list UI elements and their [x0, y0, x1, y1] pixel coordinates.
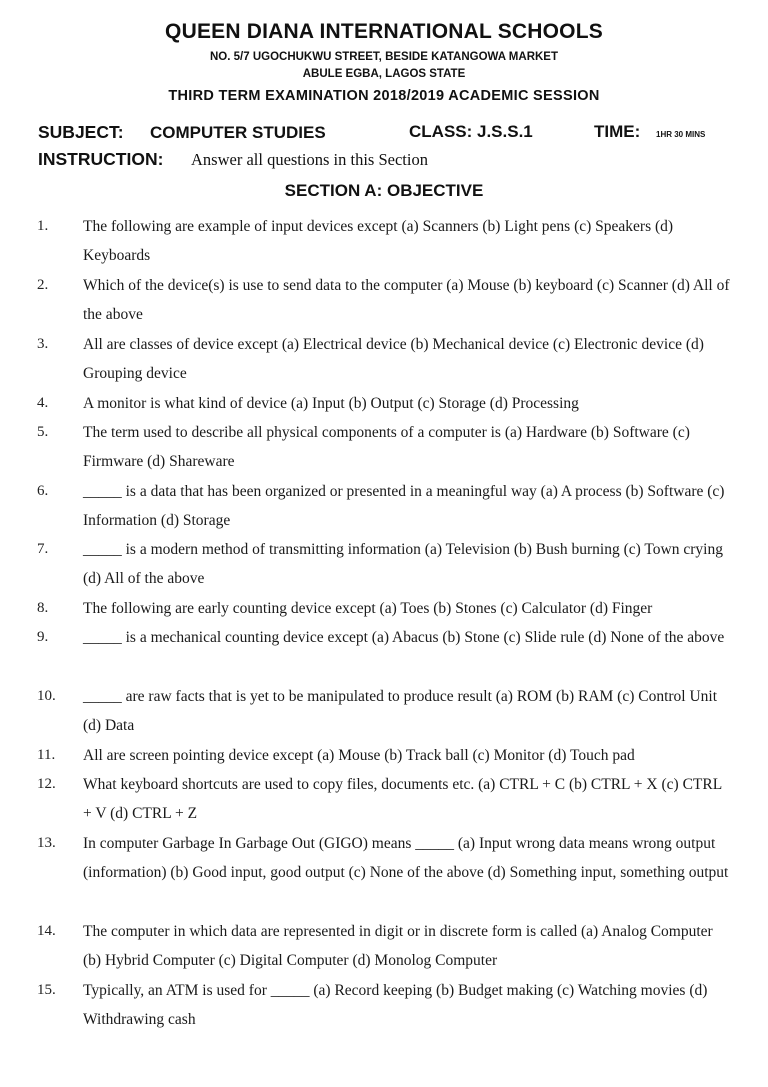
question-text: _____ is a data that has been organized or presented in a meaningful way (a) A process (b) Software (c) Information (d) Storage	[83, 483, 725, 530]
question-text: What keyboard shortcuts are used to copy files, documents etc. (a) CTRL + C (b) CTRL + X (c) CTRL + V (d) CTRL + Z	[83, 776, 722, 823]
question-text: _____ is a mechanical counting device except (a) Abacus (b) Stone (c) Slide rule (d) None of the above	[83, 629, 725, 646]
question-number: 14.	[37, 923, 56, 939]
question-number: 7.	[37, 541, 49, 557]
question-text: The computer in which data are represented in digit or in discrete form is called (a) Analog Computer (b) Hybrid Computer (c) Digital Computer (d) Monolog Computer	[83, 923, 713, 970]
question-number: 15.	[37, 982, 56, 998]
question-number: 4.	[37, 395, 49, 411]
question-number: 1.	[37, 218, 49, 234]
question-number: 10.	[37, 688, 56, 704]
question-number: 13.	[37, 835, 56, 851]
question-number: 8.	[37, 600, 49, 616]
question-number: 11.	[37, 747, 56, 763]
question-text: The following are example of input devices except (a) Scanners (b) Light pens (c) Speakers (d) Keyboards	[83, 218, 674, 265]
question-number: 3.	[37, 336, 49, 352]
question-text: A monitor is what kind of device (a) Input (b) Output (c) Storage (d) Processing	[83, 395, 579, 412]
address-line-1: NO. 5/7 UGOCHUKWU STREET, BESIDE KATANGOWA MARKET	[210, 51, 558, 63]
question-text: _____ are raw facts that is yet to be manipulated to produce result (a) ROM (b) RAM (c) Control Unit (d) Data	[83, 688, 718, 735]
question-number: 6.	[37, 483, 49, 499]
instruction-text: Answer all questions in this Section	[191, 150, 428, 169]
question-number: 9.	[37, 629, 49, 645]
question-text: _____ is a modern method of transmitting information (a) Television (b) Bush burning (c) Town crying (d) All of the above	[83, 541, 723, 588]
exam-title: THIRD TERM EXAMINATION 2018/2019 ACADEMIC SESSION	[168, 88, 600, 104]
question-number: 12.	[37, 776, 56, 792]
subject-value: COMPUTER STUDIES	[150, 123, 326, 142]
question-text: All are screen pointing device except (a) Mouse (b) Track ball (c) Monitor (d) Touch pad	[83, 747, 635, 764]
time-label: TIME:	[594, 122, 641, 141]
question-text: All are classes of device except (a) Electrical device (b) Mechanical device (c) Electronic device (d) Grouping device	[83, 336, 704, 383]
question-text: In computer Garbage In Garbage Out (GIGO) means _____ (a) Input wrong data means wrong output (information) (b) Good input, good output (c) None of the above (d) Something input, something output	[83, 835, 729, 882]
address-line-2: ABULE EGBA, LAGOS STATE	[302, 68, 466, 80]
class-label: CLASS: J.S.S.1	[409, 122, 533, 141]
question-number: 5.	[37, 424, 49, 440]
time-value: 1HR 30 MINS	[656, 130, 706, 139]
question-number: 2.	[37, 277, 49, 293]
question-text: Typically, an ATM is used for _____ (a) Record keeping (b) Budget making (c) Watching movies (d) Withdrawing cash	[83, 982, 708, 1029]
school-name: QUEEN DIANA INTERNATIONAL SCHOOLS	[165, 20, 603, 43]
question-text: The term used to describe all physical components of a computer is (a) Hardware (b) Software (c) Firmware (d) Shareware	[83, 424, 690, 471]
section-title: SECTION A: OBJECTIVE	[284, 181, 484, 200]
question-text: The following are early counting device except (a) Toes (b) Stones (c) Calculator (d) Finger	[83, 600, 653, 617]
instruction-label: INSTRUCTION:	[38, 149, 164, 169]
subject-label: SUBJECT:	[38, 122, 124, 142]
question-text: Which of the device(s) is use to send data to the computer (a) Mouse (b) keyboard (c) Scanner (d) All of the above	[83, 277, 730, 324]
